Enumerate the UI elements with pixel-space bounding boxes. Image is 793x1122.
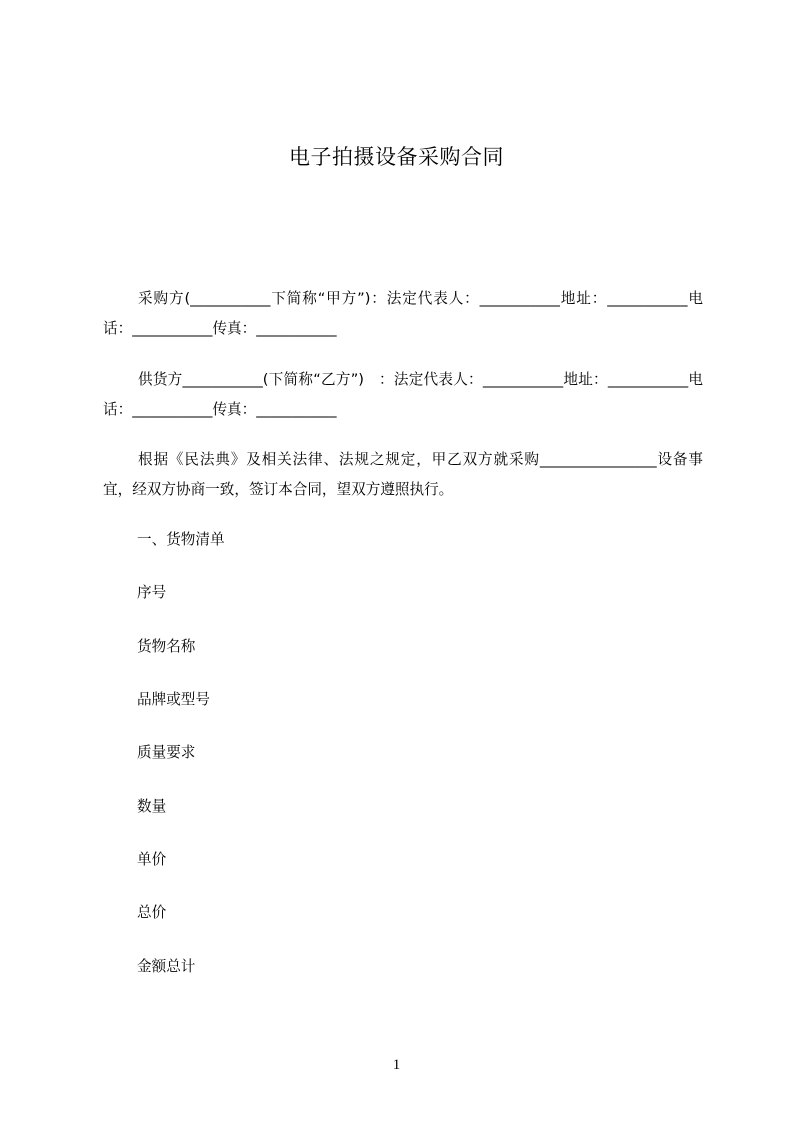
goods-list-item: 数量 <box>137 798 167 815</box>
goods-list-item: 品牌或型号 <box>137 691 210 708</box>
goods-list-item: 货物名称 <box>137 638 196 655</box>
goods-list-item: 序号 <box>137 584 167 601</box>
preamble-paragraph: 根据《民法典》及相关法律、法规之规定，甲乙双方就采购________________设备事宜，经双方协商一致，签订本合同，望双方遵照执行。 <box>103 451 703 498</box>
goods-list-item: 质量要求 <box>137 744 196 761</box>
section-heading-goods-list: 一、货物清单 <box>137 531 225 548</box>
buyer-info-paragraph: 采购方(___________下简称“甲方”)：法定代表人：___________地址：___________电话：___________传真：___________ <box>103 290 703 337</box>
goods-list-item: 单价 <box>137 851 167 868</box>
goods-list-item: 总价 <box>137 904 167 921</box>
page-number: 1 <box>392 1057 401 1073</box>
supplier-info-paragraph: 供货方___________(下简称“乙方”) ：法定代表人：___________地址：___________电话：___________传真：___________ <box>103 371 703 418</box>
goods-list-item: 金额总计 <box>137 958 196 975</box>
contract-title: 电子拍摄设备采购合同 <box>289 145 504 169</box>
